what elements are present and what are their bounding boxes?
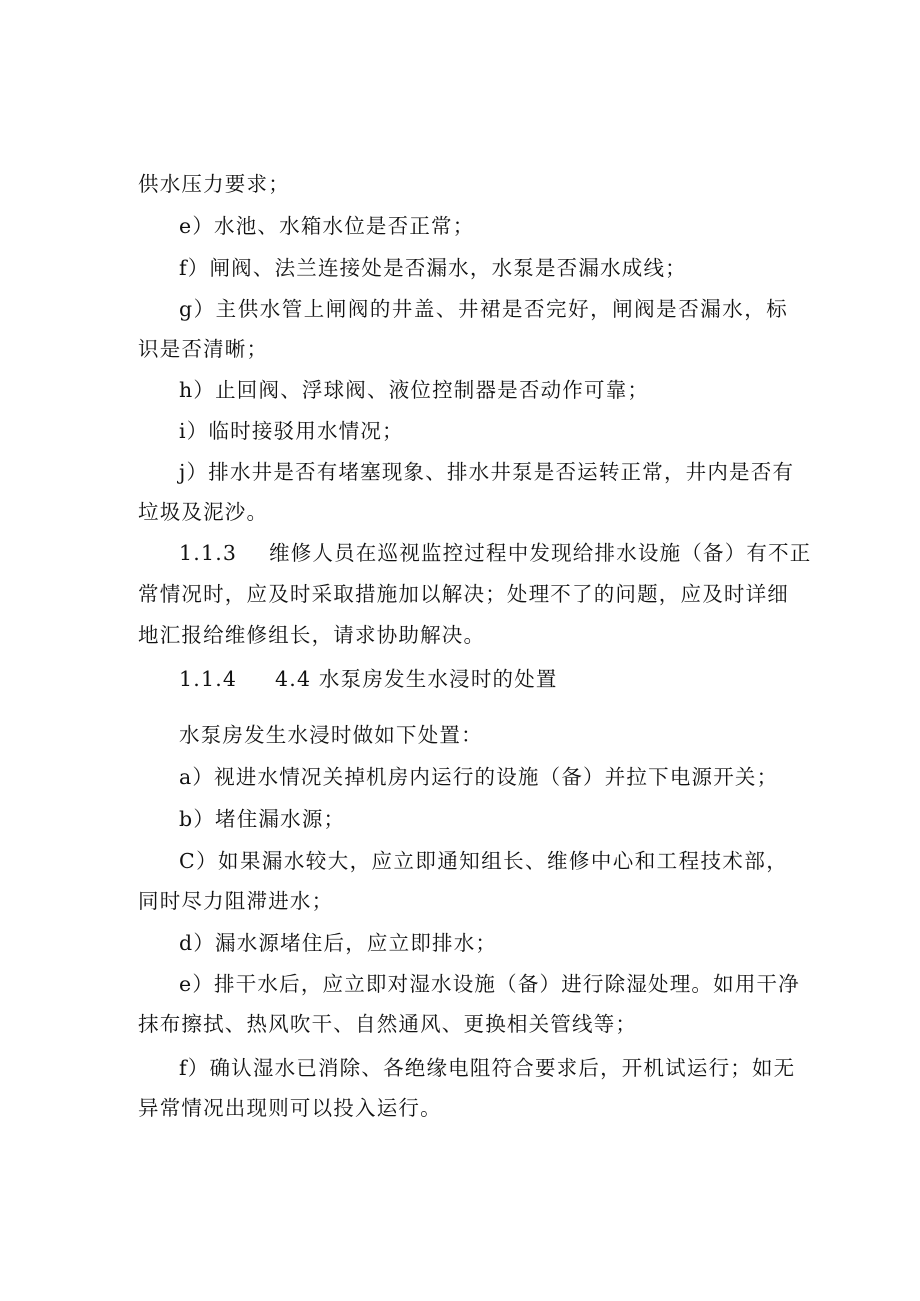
list-item-f2-cont: 异常情况出现则可以投入运行。 bbox=[138, 1096, 442, 1120]
section-number: 1.1.3 bbox=[179, 541, 238, 565]
list-item-b: b）堵住漏水源； bbox=[179, 807, 346, 831]
list-item-j-cont: 垃圾及泥沙。 bbox=[138, 500, 269, 524]
section-1-1-4-heading bbox=[179, 666, 788, 692]
list-item-c-cont: 同时尽力阻滞进水； bbox=[138, 889, 334, 913]
section-number: 1.1.4 bbox=[179, 667, 238, 691]
list-item-d: d）漏水源堵住后，应立即排水； bbox=[179, 931, 498, 955]
list-item-c: C）如果漏水较大，应立即通知组长、维修中心和工程技术部， bbox=[179, 849, 788, 873]
list-item-i: i）临时接驳用水情况； bbox=[179, 419, 404, 443]
list-item-h: h）止回阀、浮球阀、液位控制器是否动作可靠； bbox=[179, 378, 650, 402]
list-item-a: a）视进水情况关掉机房内运行的设施（备）并拉下电源开关； bbox=[179, 765, 779, 789]
list-item-f2: f）确认湿水已消除、各绝缘电阻符合要求后，开机试运行；如无 bbox=[179, 1056, 796, 1080]
section-title: 4.4 水泵房发生水浸时的处置 bbox=[275, 667, 558, 691]
list-item-f: f）闸阀、法兰连接处是否漏水，水泵是否漏水成线； bbox=[179, 256, 687, 280]
list-item-g-cont: 识是否清晰； bbox=[138, 337, 269, 361]
list-item-e2: e）排干水后，应立即对湿水设施（备）进行除湿处理。如用干净 bbox=[179, 972, 800, 996]
list-item-e: e）水池、水箱水位是否正常； bbox=[179, 214, 475, 238]
section-1-1-3 bbox=[179, 540, 812, 566]
list-item-e2-cont: 抹布擦拭、热风吹干、自然通风、更换相关管线等； bbox=[138, 1012, 638, 1036]
intro-paragraph: 水泵房发生水浸时做如下处置： bbox=[179, 723, 483, 747]
section-text: 维修人员在巡视监控过程中发现给排水设施（备）有不正 bbox=[269, 541, 812, 565]
section-1-1-3-cont-1: 常情况时，应及时采取措施加以解决；处理不了的问题，应及时详细 bbox=[138, 582, 789, 606]
text-line-supply-pressure: 供水压力要求； bbox=[138, 172, 290, 196]
section-1-1-3-cont-2: 地汇报给维修组长，请求协助解决。 bbox=[138, 623, 486, 647]
list-item-g: g）主供水管上闸阀的井盖、井裙是否完好，闸阀是否漏水，标 bbox=[179, 297, 788, 321]
list-item-j: j）排水井是否有堵塞现象、排水井泵是否运转正常，井内是否有 bbox=[179, 460, 795, 484]
